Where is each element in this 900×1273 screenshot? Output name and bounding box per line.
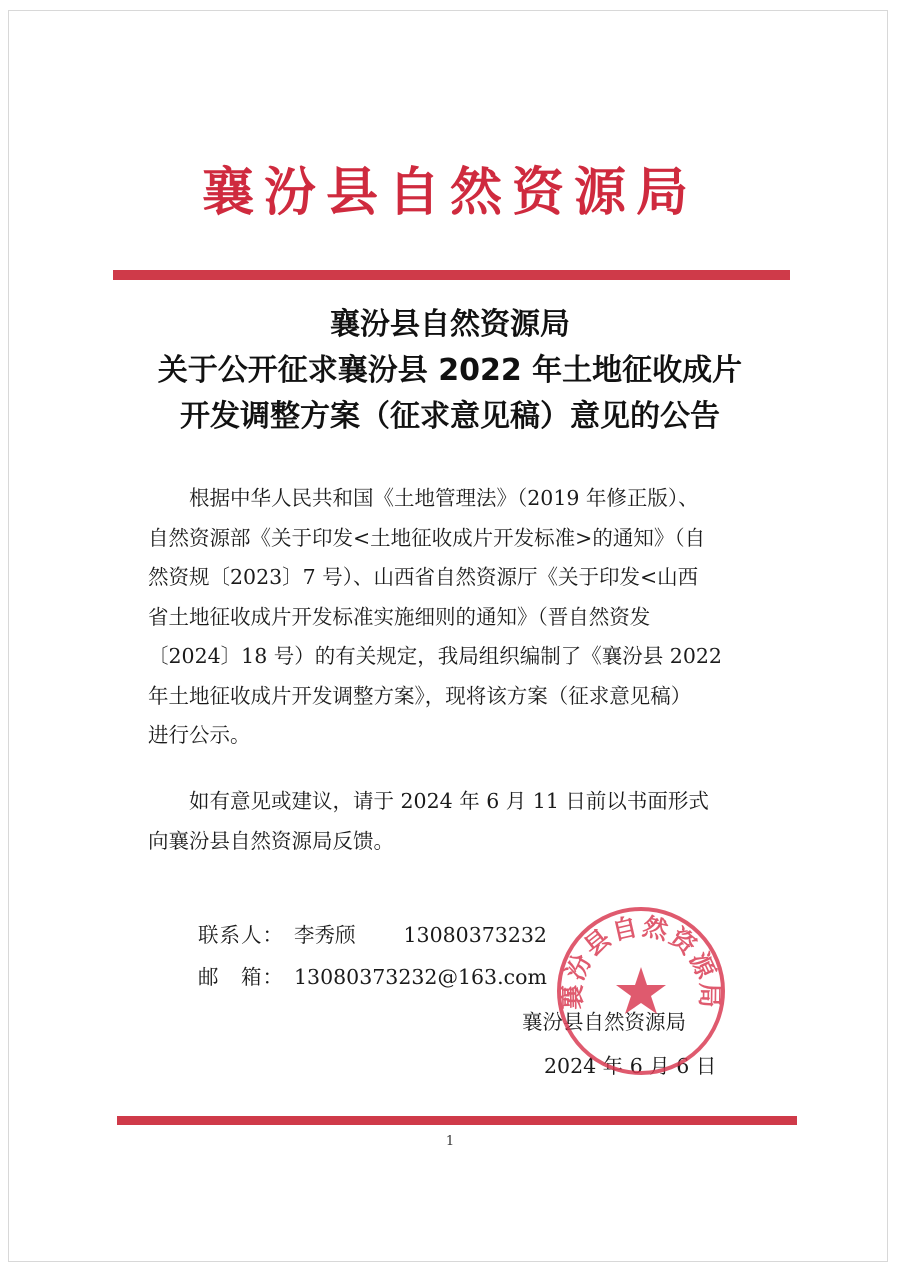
paragraph-line: 省土地征收成片开发标准实施细则的通知》（晋自然资发 — [148, 604, 651, 629]
body-paragraph-2 — [148, 782, 783, 861]
document-title — [0, 302, 900, 440]
body-paragraph-1 — [148, 479, 783, 756]
signer-name: 襄汾县自然资源局 — [522, 1010, 686, 1034]
contact-person-row — [198, 918, 547, 948]
red-divider-bottom — [117, 1116, 797, 1125]
title-line-2: 关于公开征求襄汾县 2022 年土地征收成片 — [157, 353, 743, 388]
red-divider-top — [113, 270, 790, 280]
contact-name: 李秀颀 — [294, 923, 356, 947]
official-seal — [555, 905, 727, 1077]
contact-phone: 13080373232 — [403, 923, 547, 947]
title-line-3: 开发调整方案（征求意见稿）意见的公告 — [180, 399, 720, 434]
email-address: 13080373232@163.com — [294, 965, 547, 989]
signature-date: 2024 年 6 月 6 日 — [544, 1054, 717, 1078]
paragraph-line: 年土地征收成片开发调整方案》，现将该方案（征求意见稿） — [148, 683, 692, 708]
paragraph-line: 〔2024〕18 号）的有关规定，我局组织编制了《襄汾县 2022 — [148, 644, 722, 668]
seal-star-icon — [616, 967, 666, 1014]
contact-label: 联系人： — [198, 923, 284, 947]
paragraph-line: 进行公示。 — [148, 723, 251, 747]
svg-text:襄汾县自然资源局: 襄汾县自然资源局 — [557, 911, 725, 1010]
email-row — [198, 960, 547, 990]
paragraph-line: 如有意见或建议，请于 2024 年 6 月 11 日前以书面形式 — [148, 789, 709, 813]
title-line-1: 襄汾县自然资源局 — [330, 307, 570, 342]
email-label: 邮 箱： — [198, 965, 284, 989]
paragraph-line: 然资规〔2023〕7 号）、山西省自然资源厅《关于印发<山西 — [148, 565, 699, 589]
paragraph-line: 根据中华人民共和国《土地管理法》（2019 年修正版）、 — [148, 486, 699, 510]
page-number: 1 — [445, 1134, 455, 1149]
paragraph-line: 向襄汾县自然资源局反馈。 — [148, 828, 394, 853]
agency-header: 襄汾县自然资源局 — [201, 162, 698, 223]
paragraph-line: 自然资源部《关于印发<土地征收成片开发标准>的通知》（自 — [148, 525, 706, 550]
